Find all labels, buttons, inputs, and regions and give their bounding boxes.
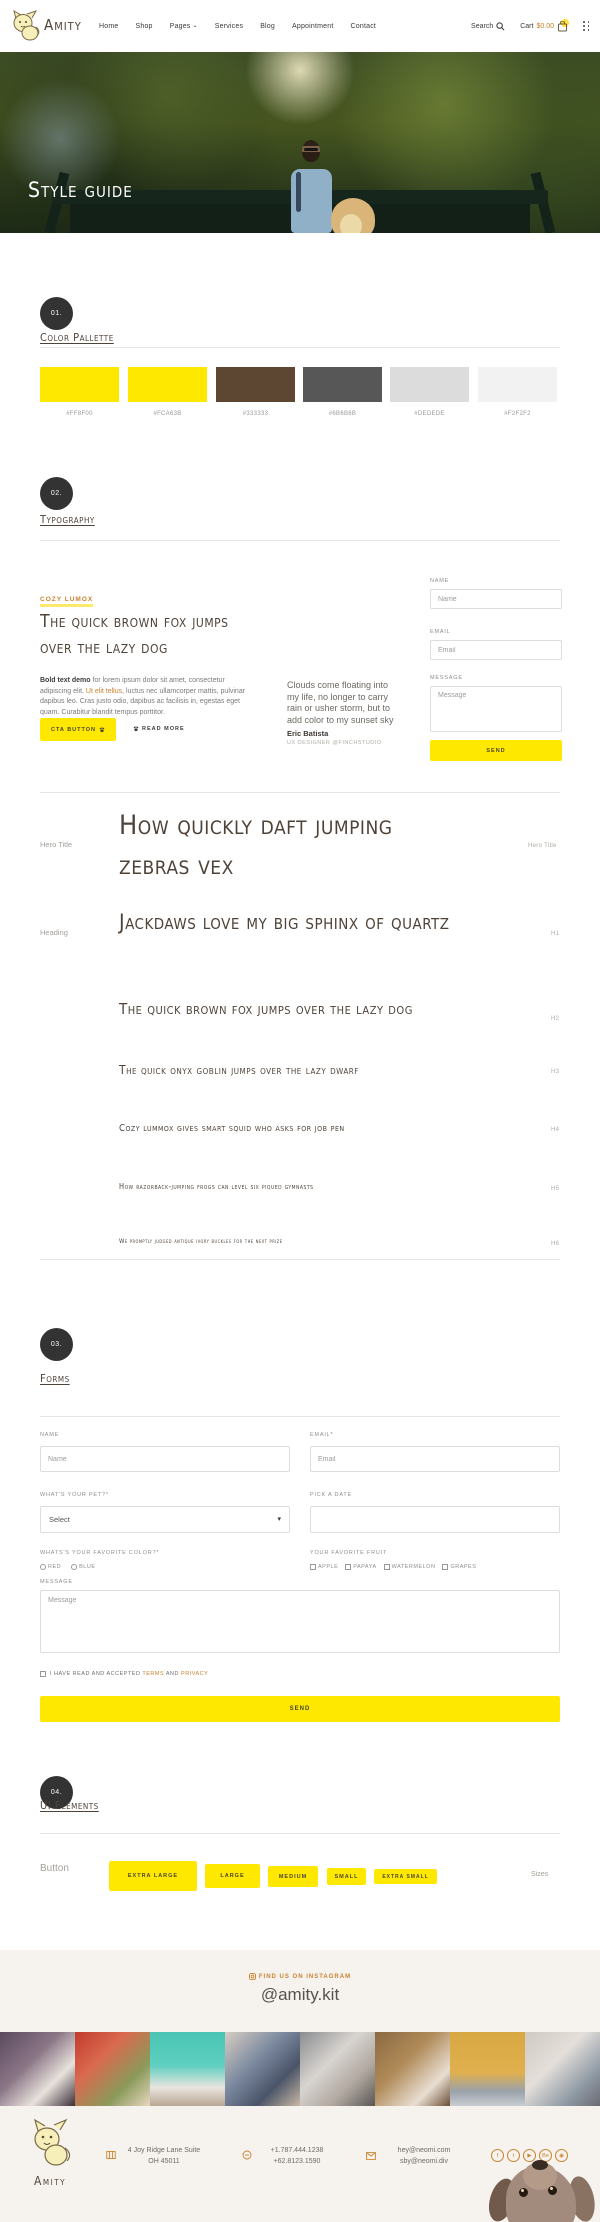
h6-sample: We promptly judged antique ivory buckles for the next prize — [119, 1238, 283, 1245]
instagram-photo[interactable] — [0, 2032, 75, 2106]
email-input[interactable] — [310, 1446, 560, 1472]
row-note-hero-title: Hero Title — [528, 843, 557, 849]
divider — [40, 792, 560, 793]
name-input[interactable] — [430, 589, 562, 609]
man-photo-art — [296, 172, 301, 212]
color-swatch — [128, 367, 207, 402]
cta-button[interactable]: CTA BUTTON — [40, 718, 116, 741]
field-label-fruit: YOUR FAVORITE FRUIT — [310, 1550, 388, 1556]
demo-heading: The quick brown fox jumps over the lazy dog — [40, 612, 229, 658]
footer-address: 4 Joy Ridge Lane Suite OH 45011 — [127, 2147, 201, 2165]
divider — [40, 1833, 560, 1834]
checkbox-icon — [384, 1564, 390, 1570]
cart-bag-icon — [557, 21, 568, 32]
button-row-note: Sizes — [531, 1871, 549, 1878]
checkbox-papaya[interactable]: PAPAYA — [345, 1564, 376, 1570]
checkbox-icon — [442, 1564, 448, 1570]
read-more-button[interactable]: READ MORE — [133, 726, 185, 732]
footer-emails — [378, 2145, 470, 2167]
map-icon — [106, 2147, 116, 2165]
cart-amount: $0.00 — [536, 22, 554, 30]
social-links — [491, 2149, 568, 2162]
footer-logo[interactable] — [30, 2117, 72, 2178]
section-title-color-palette: Color Pallette — [40, 331, 114, 344]
color-swatch — [303, 367, 382, 402]
chevron-down-icon: ▾ — [277, 1515, 281, 1523]
tagline: COZY LUMOX — [40, 596, 93, 607]
cat-logo-icon — [10, 9, 40, 41]
button-extra-small[interactable]: EXTRA SMALL — [374, 1869, 437, 1884]
field-label-date: PICK A DATE — [310, 1492, 353, 1498]
swatch-hex-label: #333333 — [242, 411, 269, 417]
footer-phones — [254, 2145, 340, 2167]
checkbox-watermelon[interactable]: WATERMELON — [384, 1564, 436, 1570]
site-logo[interactable] — [10, 9, 82, 41]
row-label-heading: Heading — [40, 928, 68, 937]
instagram-icon — [249, 1973, 256, 1980]
pet-select[interactable]: Select ▾ — [40, 1506, 290, 1533]
terms-link[interactable]: TERMS — [142, 1671, 165, 1677]
field-label-name: NAME — [430, 578, 450, 584]
section-number-04: 04. — [40, 1776, 73, 1809]
section-title-ui-elements: UI Elements — [40, 1799, 99, 1812]
divider — [40, 1259, 560, 1260]
swatch-hex-label: #FF8F00 — [66, 411, 93, 417]
h2-sample: The quick brown fox jumps over the lazy dog — [119, 1000, 413, 1018]
field-label-email: EMAIL* — [310, 1432, 334, 1438]
instagram-photo[interactable] — [375, 2032, 450, 2106]
swatch-hex-label: #DEDEDE — [414, 411, 445, 417]
radio-icon — [71, 1564, 77, 1570]
name-input[interactable] — [40, 1446, 290, 1472]
color-swatch — [478, 367, 557, 402]
cart-button[interactable]: Cart $0.00 — [520, 21, 568, 32]
instagram-photo[interactable] — [450, 2032, 525, 2106]
instagram-handle[interactable]: @amity.kit — [260, 1985, 340, 2004]
search-icon — [496, 22, 505, 31]
radio-blue[interactable]: BLUE — [71, 1564, 95, 1570]
row-note-h3: H3 — [551, 1069, 560, 1075]
h1-sample: Jackdaws love my big sphinx of quartz — [119, 910, 450, 934]
phone-number[interactable]: +62.8123.1590 — [273, 2158, 321, 2165]
fruit-checkbox-group — [310, 1564, 476, 1570]
button-small[interactable]: SMALL — [327, 1868, 366, 1885]
row-note-h4: H4 — [551, 1127, 560, 1133]
nav-home[interactable]: Home — [99, 22, 119, 30]
color-swatch — [216, 367, 295, 402]
field-label-name: NAME — [40, 1432, 60, 1438]
quote-role: UX DESIGNER @FINCHSTUDIO — [287, 740, 382, 746]
divider — [40, 1416, 560, 1417]
logo-text: Amity — [44, 16, 82, 34]
terms-text: I HAVE READ AND ACCEPTED TERMS AND PRIVACY — [50, 1671, 209, 1677]
row-note-h2: H2 — [551, 1016, 560, 1022]
send-button[interactable]: SEND — [430, 740, 562, 761]
instagram-photo[interactable] — [525, 2032, 600, 2106]
checkbox-icon — [310, 1564, 316, 1570]
demo-body-text: Bold text demo for lorem ipsum dolor sit amet, consectetur adipiscing elit. Ut elit tellus, luctus nec ullamcorper mattis, pulvinar dapibus leo. Cras justo odio, dapibus ac facilisis in, egestas eget quam. Curabitur blandit tempus porttitor. — [40, 677, 246, 716]
checkbox-grapes[interactable]: GRAPES — [442, 1564, 476, 1570]
row-note-h1: H1 — [551, 931, 560, 937]
field-label-pet: WHAT'S YOUR PET?* — [40, 1492, 109, 1498]
field-label-email: EMAIL — [430, 629, 451, 635]
button-large[interactable]: LARGE — [205, 1864, 260, 1888]
privacy-link[interactable]: PRIVACY — [181, 1671, 209, 1677]
swatch-hex-label: #FCA63B — [153, 411, 182, 417]
blockquote: Clouds come floating into my life, no longer to carry rain or usher storm, but to add color to my sunset sky — [287, 680, 394, 725]
footer-dog-photo-art — [486, 2162, 596, 2222]
section-title-typography: Typography — [40, 513, 95, 526]
button-row-label: Button — [40, 1863, 69, 1874]
mail-icon — [366, 2147, 376, 2165]
swatch-hex-label: #6B6B6B — [328, 411, 357, 417]
checkbox-icon — [345, 1564, 351, 1570]
h4-sample: Cozy lummox gives smart squid who asks for job pen — [119, 1123, 345, 1134]
color-radio-group — [40, 1564, 96, 1570]
date-input[interactable] — [310, 1506, 560, 1533]
section-number-02: 02. — [40, 477, 73, 510]
cat-logo-icon — [30, 2117, 72, 2173]
message-textarea[interactable] — [430, 686, 562, 732]
header-actions — [471, 0, 590, 52]
button-medium[interactable]: MEDIUM — [268, 1866, 318, 1887]
field-label-message: MESSAGE — [40, 1579, 73, 1585]
divider — [40, 347, 560, 348]
instagram-photo[interactable] — [150, 2032, 225, 2106]
terms-checkbox[interactable] — [40, 1671, 46, 1677]
kebab-menu-icon[interactable] — [583, 21, 590, 30]
man-photo-art — [304, 148, 318, 151]
email-address[interactable]: hey@neomi.com — [397, 2147, 451, 2154]
email-address[interactable]: sby@neomi.div — [400, 2158, 448, 2165]
field-label-color: WHATS'S YOUR FAVORITE COLOR?* — [40, 1550, 160, 1556]
man-photo-art — [302, 140, 320, 162]
row-note-h5: H5 — [551, 1186, 560, 1192]
site-header — [0, 0, 600, 52]
chevron-down-icon: ⌄ — [192, 23, 198, 29]
instagram-photo[interactable] — [225, 2032, 300, 2106]
color-swatch — [390, 367, 469, 402]
send-button[interactable]: SEND — [40, 1696, 560, 1722]
row-note-h6: H6 — [551, 1241, 560, 1247]
footer-logo-text: Amity — [34, 2174, 67, 2188]
checkbox-apple[interactable]: APPLE — [310, 1564, 338, 1570]
message-textarea[interactable] — [40, 1590, 560, 1653]
hero-title-sample: How quickly daft jumping zebras vex — [119, 810, 393, 881]
quote-author: Eric Batista — [287, 729, 329, 738]
twitter-icon[interactable]: t — [507, 2149, 520, 2162]
nav-shop[interactable]: Shop — [135, 22, 153, 30]
nav-appointment[interactable]: Appointment — [292, 22, 334, 30]
hero-banner — [0, 52, 600, 233]
dog-photo-art — [340, 214, 362, 233]
facebook-icon[interactable]: f — [491, 2149, 504, 2162]
radio-icon — [40, 1564, 46, 1570]
nav-services[interactable]: Services — [214, 22, 244, 30]
email-input[interactable] — [430, 640, 562, 660]
color-swatch — [40, 367, 119, 402]
row-label-hero-title: Hero Title — [40, 840, 73, 849]
section-title-forms: Forms — [40, 1372, 70, 1385]
instagram-photo[interactable] — [75, 2032, 150, 2106]
instagram-photo[interactable] — [300, 2032, 375, 2106]
nav-contact[interactable]: Contact — [350, 22, 377, 30]
behance-icon[interactable]: Be — [539, 2149, 552, 2162]
divider — [40, 540, 560, 541]
nav-blog[interactable]: Blog — [260, 22, 275, 30]
paw-icon — [99, 727, 105, 733]
paw-icon — [133, 726, 139, 732]
page-title: Style guide — [28, 178, 133, 202]
search-button[interactable]: Search — [471, 22, 505, 31]
instagram-eyebrow: FIND US ON INSTAGRAM — [0, 1973, 600, 1980]
h3-sample: The quick onyx goblin jumps over the lazy dwarf — [119, 1063, 359, 1077]
phone-icon — [242, 2147, 252, 2165]
inline-link[interactable]: Ut elit tellus — [85, 687, 123, 695]
radio-red[interactable]: RED — [40, 1564, 61, 1570]
phone-number[interactable]: +1.787.444.1238 — [270, 2147, 324, 2154]
section-number-03: 03. — [40, 1328, 73, 1361]
instagram-photo-strip — [0, 2032, 600, 2106]
main-nav — [99, 0, 376, 52]
youtube-icon[interactable]: ▶ — [523, 2149, 536, 2162]
section-number-01: 01. — [40, 297, 73, 330]
button-extra-large[interactable]: EXTRA LARGE — [109, 1861, 197, 1891]
field-label-message: MESSAGE — [430, 675, 463, 681]
dribbble-icon[interactable]: ◉ — [555, 2149, 568, 2162]
h5-sample: How razorback-jumping frogs can level six piqued gymnasts — [119, 1182, 314, 1191]
nav-pages[interactable]: Pages ⌄ — [169, 22, 198, 30]
terms-row — [40, 1671, 208, 1677]
swatch-hex-label: #F2F2F2 — [504, 411, 531, 417]
